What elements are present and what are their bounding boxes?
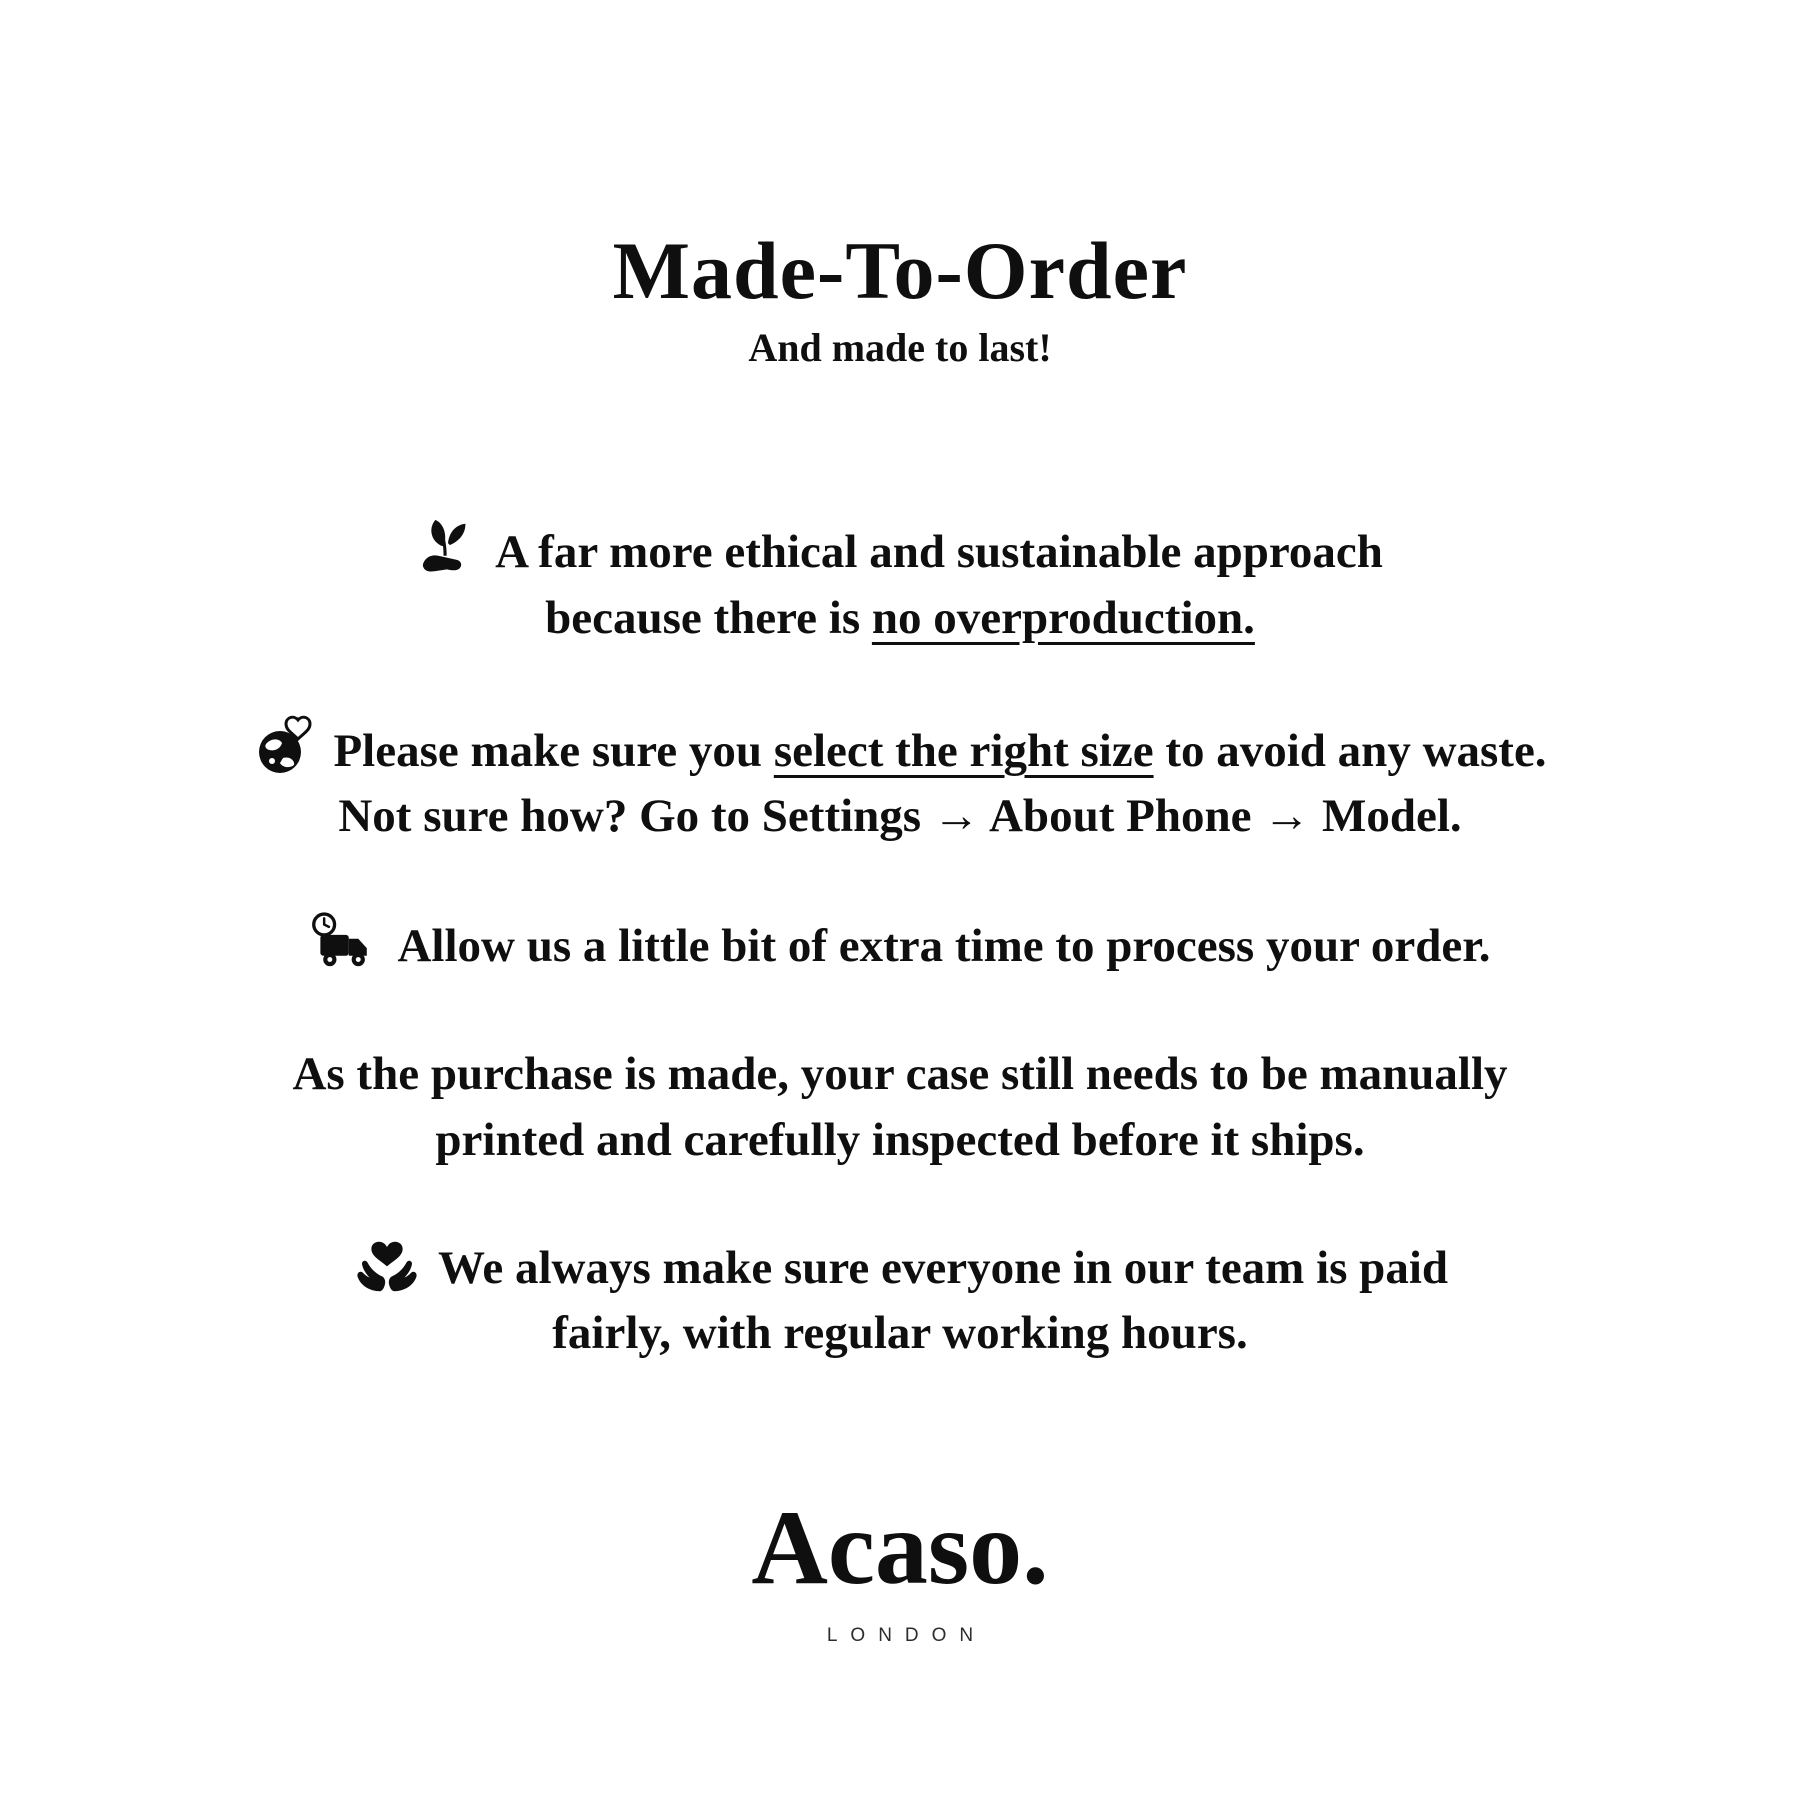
paragraph-sustainability-line1 [90, 517, 1710, 586]
brand-footer [0, 1489, 1800, 1647]
line2-text: because there is [545, 591, 872, 644]
paragraph-printing-line2: printed and carefully inspected before it ships. [435, 1113, 1365, 1166]
paragraph-size-selection [90, 714, 1710, 851]
size-line1-pre: Please make sure you [333, 724, 774, 777]
paragraph-processing-line1 [90, 912, 1710, 980]
page-subtitle: And made to last! [748, 325, 1052, 371]
paragraph-size-line1 [90, 714, 1710, 785]
size-line1-post: to avoid any waste. [1153, 724, 1547, 777]
processing-text: Allow us a little bit of extra time to process your order. [397, 920, 1491, 973]
paragraph-fairpay-line1 [90, 1236, 1710, 1302]
delivery-truck-clock-icon [309, 912, 381, 973]
hands-holding-heart-icon [352, 1236, 422, 1295]
paragraph-sustainability-text: A far more ethical and sustainable approach [495, 526, 1383, 579]
fairpay-text: We always make sure everyone in our team is paid [437, 1241, 1449, 1294]
no-overproduction-underlined: no overproduction. [871, 591, 1255, 644]
paragraph-printing-line1: As the purchase is made, your case still needs to be manually [292, 1048, 1508, 1101]
seedling-in-hand-icon [417, 517, 479, 579]
paragraph-fairpay-line2: fairly, with regular working hours. [552, 1307, 1248, 1360]
brand-location: LONDON [826, 1625, 987, 1647]
paragraph-processing-time [90, 912, 1710, 980]
globe-heart-icon [253, 714, 317, 778]
paragraph-fair-pay [90, 1236, 1710, 1368]
page-title: Made-To-Order [612, 225, 1188, 316]
paragraph-sustainability-line2 [90, 586, 1710, 652]
select-right-size-underlined: select the right size [773, 724, 1154, 777]
paragraph-sustainability [90, 517, 1710, 652]
info-paragraphs [0, 517, 1800, 1367]
brand-logo: Acaso. [751, 1489, 1049, 1607]
paragraph-manual-printing [90, 1042, 1710, 1174]
paragraph-size-line2: Not sure how? Go to Settings → About Phone → Model. [338, 790, 1462, 843]
